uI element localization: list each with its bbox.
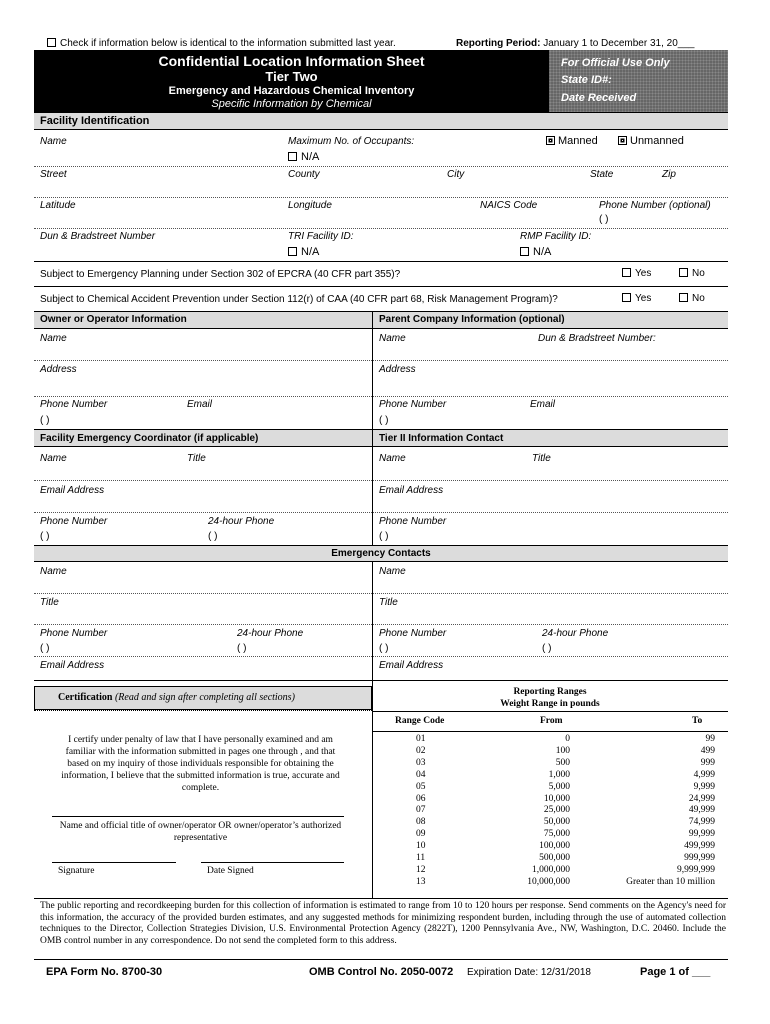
rmp-id-label[interactable]: RMP Facility ID:	[520, 231, 592, 242]
caa-yes-label: Yes	[635, 293, 652, 304]
range-to-header: To	[692, 716, 703, 726]
range-to: 9,999,999	[677, 864, 715, 875]
range-to: 99	[705, 734, 715, 744]
caa-no-checkbox[interactable]	[679, 293, 688, 302]
range-row	[372, 829, 728, 841]
range-code: 07	[416, 805, 426, 816]
emergency1-24h-label[interactable]: 24-hour Phone	[237, 628, 304, 639]
divider	[34, 710, 372, 711]
owner-heading: Owner or Operator Information	[40, 314, 187, 325]
rmp-na	[520, 246, 551, 258]
range-from: 5,000	[548, 781, 570, 792]
coordinator-email-label[interactable]: Email Address	[40, 485, 105, 496]
range-code: 08	[416, 817, 426, 828]
range-code: 11	[416, 853, 426, 863]
range-from: 500	[555, 757, 570, 768]
longitude-label[interactable]: Longitude	[288, 200, 332, 211]
range-from: 25,000	[543, 805, 570, 816]
range-row	[372, 746, 728, 758]
epcra-yes	[622, 268, 651, 279]
name-title-caption: Name and official title of owner/operator OR owner/operator’s authorized representative	[59, 821, 342, 843]
range-row	[372, 794, 728, 806]
divider	[34, 360, 728, 361]
range-code: 03	[416, 757, 426, 768]
date-received-label[interactable]: Date Received	[561, 92, 637, 104]
caa-yes-checkbox[interactable]	[622, 293, 631, 302]
epcra-no	[679, 268, 705, 279]
emergency2-phone-label[interactable]: Phone Number	[379, 628, 447, 639]
parent-name-label[interactable]: Name	[379, 333, 406, 344]
range-code: 09	[416, 829, 426, 840]
ranges-heading2: Weight Range in pounds	[500, 699, 600, 709]
range-row	[372, 877, 728, 889]
range-from: 50,000	[543, 817, 570, 828]
header-tier-two: Tier Two	[265, 69, 318, 84]
range-row	[372, 841, 728, 853]
tier2-phone-paren: ( )	[379, 531, 389, 542]
facility-name-label[interactable]: Name	[40, 136, 67, 147]
range-to: 999	[700, 757, 715, 768]
county-label[interactable]: County	[288, 169, 320, 180]
epcra-yes-checkbox[interactable]	[622, 268, 631, 277]
range-code: 05	[416, 781, 426, 792]
range-from: 75,000	[543, 829, 570, 840]
epa-form-number: EPA Form No. 8700-30	[46, 966, 163, 978]
street-label[interactable]: Street	[40, 169, 67, 180]
identical-info-row	[47, 38, 396, 49]
tier2-title-label[interactable]: Title	[532, 453, 551, 464]
emergency2-24h-label[interactable]: 24-hour Phone	[542, 628, 609, 639]
parent-address-label[interactable]: Address	[379, 364, 416, 375]
omb-control-number: OMB Control No. 2050-0072	[309, 966, 454, 978]
emergency1-name-label[interactable]: Name	[40, 566, 67, 577]
facility-phone-label[interactable]: Phone Number (optional)	[599, 200, 711, 211]
range-code: 04	[416, 769, 426, 780]
emergency2-title-label[interactable]: Title	[379, 597, 398, 608]
divider	[34, 624, 728, 625]
zip-label[interactable]: Zip	[662, 169, 676, 180]
reporting-period-label: Reporting Period:	[456, 38, 541, 49]
range-from: 10,000	[543, 793, 570, 804]
manned-label: Manned	[558, 135, 598, 147]
divider	[372, 711, 728, 712]
reporting-period	[456, 38, 694, 49]
occupants-na-label: N/A	[301, 151, 320, 163]
rmp-na-label: N/A	[533, 246, 552, 258]
parent-dun-label[interactable]: Dun & Bradstreet Number:	[538, 333, 656, 344]
divider	[34, 396, 728, 397]
emergency1-phone-paren: ( )	[40, 643, 50, 654]
divider	[34, 286, 728, 287]
occupants-na	[288, 151, 319, 163]
epcra-question: Subject to Emergency Planning under Section 302 of EPCRA (40 CFR part 355)?	[40, 269, 401, 280]
emergency1-24h-paren: ( )	[237, 643, 247, 654]
range-row	[372, 782, 728, 794]
divider	[34, 512, 728, 513]
certification-note: (Read and sign after completing all sections)	[114, 692, 295, 703]
reporting-period-value[interactable]: January 1 to December 31, 20___	[543, 38, 695, 49]
column-divider	[372, 429, 373, 545]
epcra-no-label: No	[692, 268, 705, 279]
ranges-heading1: Reporting Ranges	[513, 687, 587, 697]
range-from: 100	[555, 745, 570, 756]
parent-phone-paren: ( )	[379, 415, 389, 426]
identical-info-label: Check if information below is identical to the information submitted last year.	[60, 38, 396, 49]
range-from: 0	[565, 734, 570, 744]
header-title: Confidential Location Information Sheet	[158, 53, 425, 69]
latitude-label[interactable]: Latitude	[40, 200, 76, 211]
owner-address-label[interactable]: Address	[40, 364, 77, 375]
column-divider	[372, 311, 373, 429]
header-subtitle2: Specific Information by Chemical	[211, 98, 372, 110]
tier2-phone-label[interactable]: Phone Number	[379, 516, 447, 527]
tri-na	[288, 246, 319, 258]
range-to: Greater than 10 million	[626, 876, 715, 887]
coordinator-24h-phone-label[interactable]: 24-hour Phone	[208, 516, 275, 527]
signature-label: Signature	[58, 866, 95, 876]
range-row	[372, 734, 728, 746]
range-to: 49,999	[688, 805, 715, 816]
range-row	[372, 805, 728, 817]
signature-line[interactable]	[52, 862, 176, 863]
manned-option	[546, 135, 598, 147]
occupants-na-checkbox[interactable]	[288, 152, 297, 161]
range-to: 999,999	[684, 853, 715, 863]
owner-phone-label[interactable]: Phone Number	[40, 399, 108, 410]
range-from: 100,000	[539, 841, 570, 852]
tri-id-label[interactable]: TRI Facility ID:	[288, 231, 354, 242]
tier2-name-label[interactable]: Name	[379, 453, 406, 464]
emergency-heading: Emergency Contacts	[331, 548, 431, 559]
range-row	[372, 758, 728, 770]
range-to: 24,999	[688, 793, 715, 804]
state-id-label[interactable]: State ID#:	[561, 74, 612, 86]
range-code-header: Range Code	[395, 716, 445, 726]
tri-na-checkbox[interactable]	[288, 247, 297, 256]
parent-heading: Parent Company Information (optional)	[379, 314, 565, 325]
divider	[372, 731, 728, 732]
coordinator-name-label[interactable]: Name	[40, 453, 67, 464]
city-label[interactable]: City	[447, 169, 465, 180]
parent-email-label[interactable]: Email	[530, 399, 556, 410]
divider	[34, 680, 728, 681]
page-number: Page 1 of ___	[640, 966, 711, 978]
certification-heading-row	[58, 692, 295, 703]
manned-checkbox[interactable]	[546, 136, 555, 145]
tri-na-label: N/A	[301, 246, 320, 258]
divider	[34, 166, 728, 167]
emergency1-email-label[interactable]: Email Address	[40, 660, 105, 671]
dun-bradstreet-label[interactable]: Dun & Bradstreet Number	[40, 231, 156, 242]
caa-yes	[622, 293, 651, 304]
range-row	[372, 853, 728, 865]
column-divider	[372, 562, 373, 680]
divider	[34, 593, 728, 594]
range-to: 4,999	[693, 769, 715, 780]
unmanned-checkbox[interactable]	[618, 136, 627, 145]
max-occupants-label[interactable]: Maximum No. of Occupants:	[288, 136, 415, 147]
coordinator-24h-paren: ( )	[208, 531, 218, 542]
burden-statement: The public reporting and recordkeeping burden for this collection of information is estimated to range from 10 to 120 hours per response. Send comments on the Agency's need for this information, the accuracy of the provided burden estimates, and any suggested methods for minimizing respondent burden, including through the use of automated collection techniques to the Director, Collection Strategies Division, U.S. Environmental Protection Agency (2822T), 1200 Pennsylvania Ave., NW, Washington, D.C. 20460. Include the OMB control number in any correspondence. Do not send the completed form to this address.	[40, 901, 726, 946]
caa-question: Subject to Chemical Accident Prevention under Section 112(r) of CAA (40 CFR part 68, Risk Management Program)?	[40, 294, 558, 305]
divider	[34, 228, 728, 229]
range-from: 10,000,000	[527, 876, 570, 887]
range-code: 02	[416, 745, 426, 756]
coordinator-title-label[interactable]: Title	[187, 453, 206, 464]
coordinator-heading: Facility Emergency Coordinator (if applicable)	[40, 433, 259, 444]
certification-heading: Certification	[58, 692, 113, 703]
range-row	[372, 770, 728, 782]
parent-phone-label[interactable]: Phone Number	[379, 399, 447, 410]
range-code: 13	[416, 876, 426, 887]
range-code: 01	[416, 734, 426, 744]
expiration-date: Expiration Date: 12/31/2018	[467, 967, 591, 978]
coordinator-phone-label[interactable]: Phone Number	[40, 516, 108, 527]
range-row	[372, 865, 728, 877]
unmanned-label: Unmanned	[630, 135, 684, 147]
range-to: 9,999	[693, 781, 715, 792]
header-subtitle: Emergency and Hazardous Chemical Inventory	[168, 85, 415, 97]
divider	[34, 898, 728, 899]
emergency2-name-label[interactable]: Name	[379, 566, 406, 577]
divider	[34, 480, 728, 481]
emergency1-title-label[interactable]: Title	[40, 597, 59, 608]
caa-no-label: No	[692, 293, 705, 304]
range-to: 499	[700, 745, 715, 756]
tier2-email-label[interactable]: Email Address	[379, 485, 444, 496]
tier2-contact-heading: Tier II Information Contact	[379, 433, 504, 444]
facility-phone-paren: ( )	[599, 214, 609, 225]
identical-info-checkbox[interactable]	[47, 38, 56, 47]
range-to: 74,999	[688, 817, 715, 828]
coordinator-phone-paren: ( )	[40, 531, 50, 542]
official-use-label: For Official Use Only	[561, 57, 670, 69]
divider	[34, 197, 728, 198]
caa-no	[679, 293, 705, 304]
range-code: 06	[416, 793, 426, 804]
emergency2-email-label[interactable]: Email Address	[379, 660, 444, 671]
epcra-yes-label: Yes	[635, 268, 652, 279]
emergency1-phone-label[interactable]: Phone Number	[40, 628, 108, 639]
divider	[34, 959, 728, 960]
owner-email-label[interactable]: Email	[187, 399, 213, 410]
divider	[34, 261, 728, 262]
epcra-no-checkbox[interactable]	[679, 268, 688, 277]
emergency2-24h-paren: ( )	[542, 643, 552, 654]
facility-heading: Facility Identification	[40, 115, 150, 127]
certification-text: I certify under penalty of law that I have personally examined and am familiar with the information submitted in pages one through , and that based on my inquiry of those individuals responsible for obtaining the information, I believe that the submitted information is true, accurate and complete.	[61, 735, 340, 793]
unmanned-option	[618, 135, 684, 147]
range-code: 10	[416, 841, 426, 852]
date-signed-label: Date Signed	[207, 866, 254, 876]
date-signed-line[interactable]	[201, 862, 344, 863]
range-from: 1,000	[548, 769, 570, 780]
range-from-header: From	[540, 716, 563, 726]
name-title-line[interactable]	[52, 816, 344, 817]
range-from: 500,000	[539, 853, 570, 863]
range-from: 1,000,000	[532, 864, 570, 875]
emergency2-phone-paren: ( )	[379, 643, 389, 654]
rmp-na-checkbox[interactable]	[520, 247, 529, 256]
owner-phone-paren: ( )	[40, 415, 50, 426]
state-label[interactable]: State	[590, 169, 614, 180]
owner-name-label[interactable]: Name	[40, 333, 67, 344]
naics-label[interactable]: NAICS Code	[480, 200, 538, 211]
range-to: 99,999	[688, 829, 715, 840]
range-code: 12	[416, 864, 426, 875]
range-to: 499,999	[684, 841, 715, 852]
range-row	[372, 817, 728, 829]
divider	[34, 656, 728, 657]
